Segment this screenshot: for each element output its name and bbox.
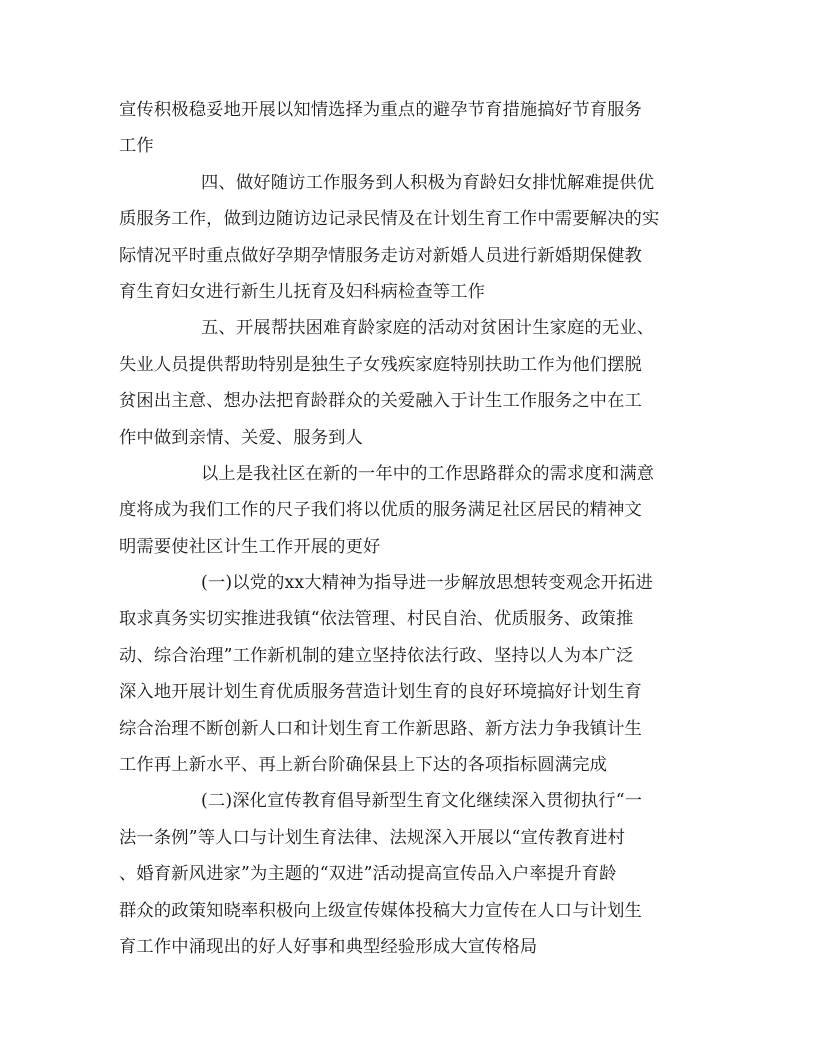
text-line: 、婚育新风进家”为主题的“双进”活动提高宣传品入户率提升育龄	[119, 864, 617, 885]
text-line: 法一条例”等人口与计划生育法律、法规深入开展以“宣传教育进村	[119, 827, 626, 848]
text-line: 工作再上新水平、再上新台阶确保县上下达的各项指标圆满完成	[119, 755, 608, 776]
text-line: 育工作中涌现出的好人好事和典型经验形成大宣传格局	[119, 936, 538, 957]
text-line: 工作	[119, 136, 154, 157]
document-body	[119, 92, 699, 965]
paragraph	[119, 783, 699, 965]
text-line: 际情况平时重点做好孕期孕情服务走访对新婚人员进行新婚期保健教	[119, 245, 642, 266]
text-line: 以上是我社区在新的一年中的工作思路群众的需求度和满意	[201, 463, 655, 484]
text-line: 质服务工作，做到边随访边记录民情及在计划生育工作中需要解决的实	[119, 209, 660, 230]
text-line: 失业人员提供帮助特别是独生子女残疾家庭特别扶助工作为他们摆脱	[119, 354, 642, 375]
text-line: (二)深化宣传教育倡导新型生育文化继续深入贯彻执行“一	[201, 791, 643, 812]
text-line: 动、综合治理”工作新机制的建立坚持依法行政、坚持以人为本广泛	[119, 645, 634, 666]
text-line: 作中做到亲情、关爱、服务到人	[119, 427, 364, 448]
text-line: 四、做好随访工作服务到人积极为育龄妇女排忧解难提供优	[201, 172, 655, 193]
text-line: 度将成为我们工作的尺子我们将以优质的服务满足社区居民的精神文	[119, 500, 642, 521]
paragraph	[119, 456, 699, 565]
paragraph	[119, 92, 699, 165]
text-line: 五、开展帮扶困难育龄家庭的活动对贫困计生家庭的无业、	[201, 318, 655, 339]
text-line: 育生育妇女进行新生儿抚育及妇科病检查等工作	[119, 281, 486, 302]
text-line: (一)以党的xx大精神为指导进一步解放思想转变观念开拓进	[201, 573, 653, 594]
text-line: 群众的政策知晓率积极向上级宣传媒体投稿大力宣传在人口与计划生	[119, 900, 642, 921]
text-line: 明需要使社区计生工作开展的更好	[119, 536, 381, 557]
text-line: 宣传积极稳妥地开展以知情选择为重点的避孕节育措施搞好节育服务	[119, 100, 642, 120]
paragraph	[119, 565, 699, 783]
paragraph	[119, 165, 699, 311]
text-line: 取求真务实切实推进我镇“依法管理、村民自治、优质服务、政策推	[119, 609, 634, 630]
text-line: 综合治理不断创新人口和计划生育工作新思路、新方法力争我镇计生	[119, 718, 642, 739]
text-line: 深入地开展计划生育优质服务营造计划生育的良好环境搞好计划生育	[119, 682, 642, 703]
text-line: 贫困出主意、想办法把育龄群众的关爱融入于计生工作服务之中在工	[119, 391, 642, 412]
paragraph	[119, 310, 699, 456]
